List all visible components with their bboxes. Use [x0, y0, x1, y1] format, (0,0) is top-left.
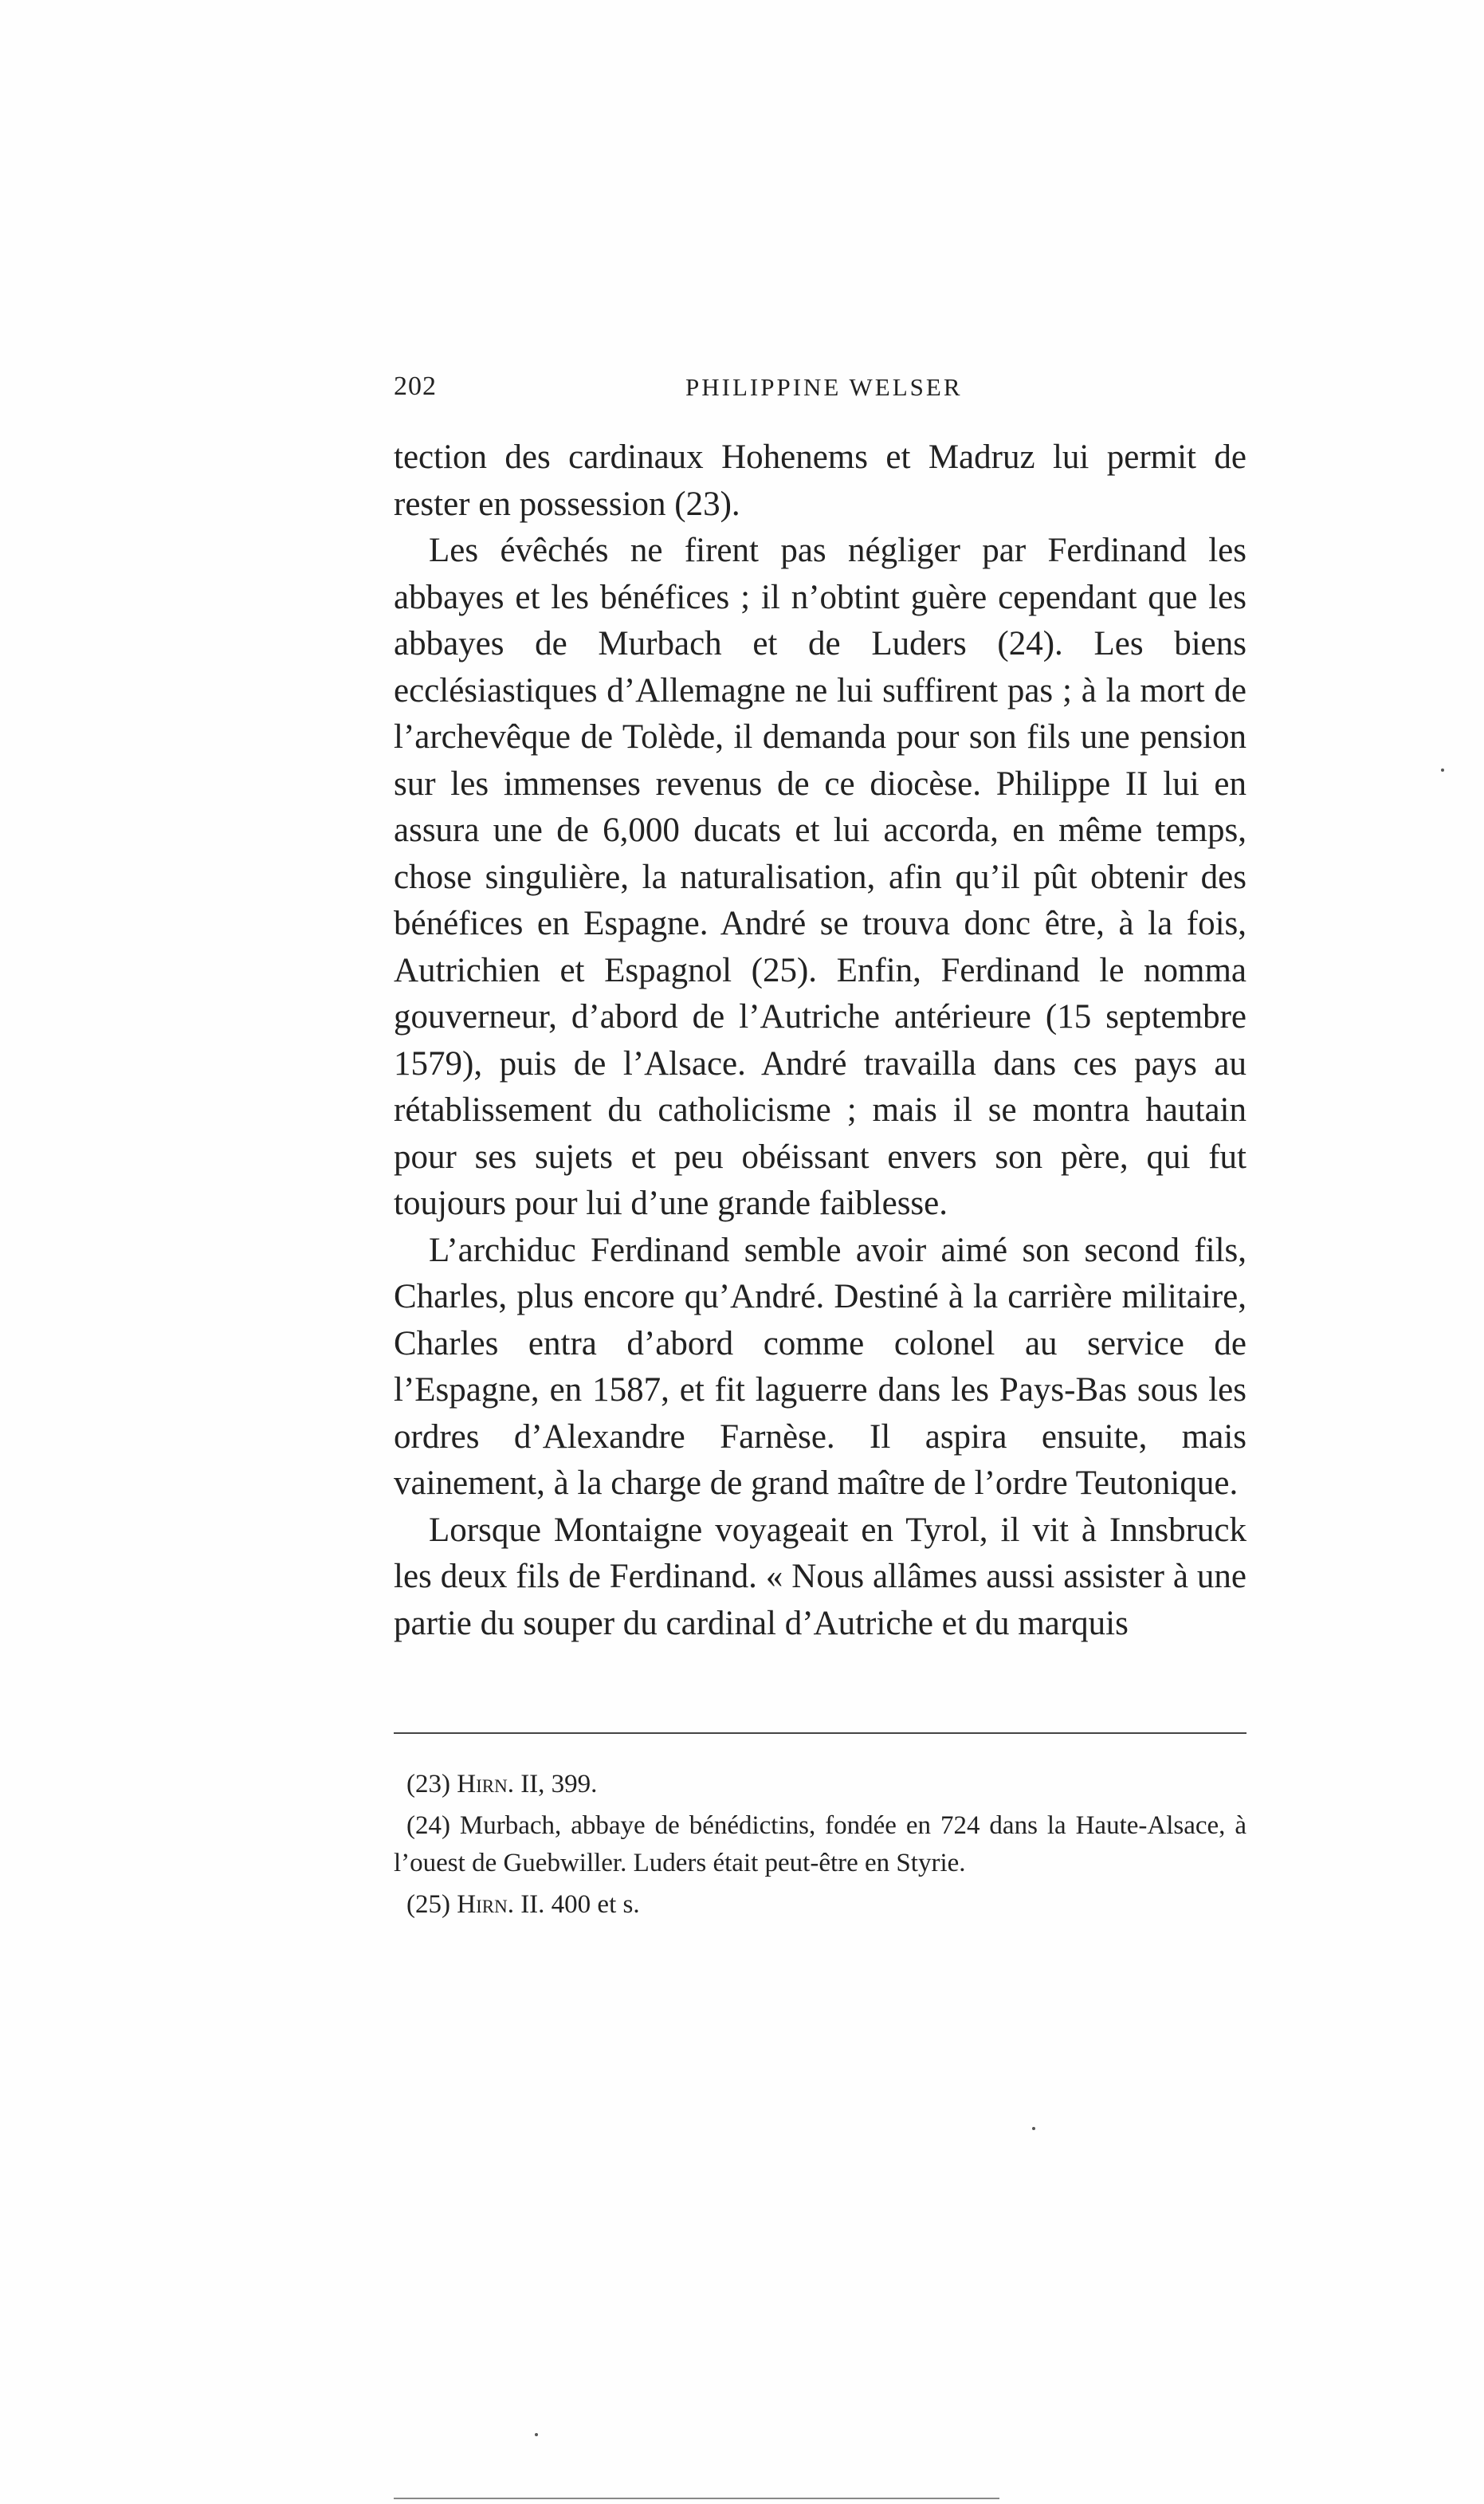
footnote-text: . II, 399.	[507, 1770, 598, 1798]
page-bottom-edge	[394, 2498, 999, 2499]
footnote-author: Hirn	[457, 1770, 508, 1798]
footnote-marker: (23)	[406, 1770, 450, 1798]
footnote-23	[394, 1766, 1246, 1803]
footnote-text: . II. 400 et s.	[507, 1890, 640, 1919]
footnote-marker: (25)	[406, 1890, 450, 1919]
paragraph-bishoprics: Les évêchés ne firent pas négliger par Ferdinand les abbayes et les bénéfices ; il n’obtint guère cependant que les abbayes de Murbach et de Luders (24). Les biens ecclésiastiques d’Allemagne ne lui suffirent pas ; à la mort de l’archevêque de Tolède, il demanda pour son fils une pension sur les immenses revenus de ce diocèse. Philippe II lui en assura une de 6,000 ducats et lui accorda, en même temps, chose singulière, la naturalisation, afin qu’il pût obtenir des bénéfices en Espagne. André se trouva donc être, à la fois, Autrichien et Espagnol (25). Enfin, Ferdinand le nomma gouverneur, d’abord de l’Autriche antérieure (15 septembre 1579), puis de l’Alsace. André travailla dans ces pays au rétablissement du catholicisme ; mais il se montra hautain pour ses sujets et peu obéissant envers son père, qui fut toujours pour lui d’une grande faiblesse.	[394, 532, 1246, 1222]
footnote-author: Hirn	[457, 1890, 508, 1919]
paper-speck	[1441, 768, 1444, 772]
paragraph-montaigne: Lorsque Montaigne voyageait en Tyrol, il vit à Innsbruck les deux fils de Ferdinand. « Nous allâmes aussi assister à une partie du souper du cardinal d’Autriche et du marquis	[394, 1511, 1246, 1642]
footnote-25	[394, 1886, 1246, 1924]
running-title: PHILIPPINE WELSER	[685, 373, 963, 401]
footnote-24	[394, 1807, 1246, 1882]
footnote-divider	[394, 1732, 1246, 1734]
footnote-marker: (24)	[406, 1811, 450, 1840]
main-text	[394, 434, 1246, 1647]
paper-speck	[1032, 2127, 1035, 2130]
page-number: 202	[394, 371, 437, 401]
paragraph-continuation: tection des cardinaux Hohenems et Madruz lui permit de rester en possession (23).	[394, 438, 1246, 523]
page-header	[394, 371, 1246, 411]
paper-speck	[535, 2433, 538, 2436]
paragraph-charles: L’archiduc Ferdinand semble avoir aimé son second fils, Charles, plus encore qu’André. Destiné à la carrière militaire, Charles entra d’abord comme colonel au service de l’Espagne, en 1587, et fit laguerre dans les Pays-Bas sous les ordres d’Alexandre Farnèse. Il aspira ensuite, mais vainement, à la charge de grand maître de l’ordre Teutonique.	[394, 1231, 1246, 1502]
footnote-text: Murbach, abbaye de bénédictins, fondée en 724 dans la Haute-Alsace, à l’ouest de Guebwiller. Luders était peut-être en Styrie.	[394, 1811, 1246, 1877]
footnotes	[394, 1766, 1246, 1928]
